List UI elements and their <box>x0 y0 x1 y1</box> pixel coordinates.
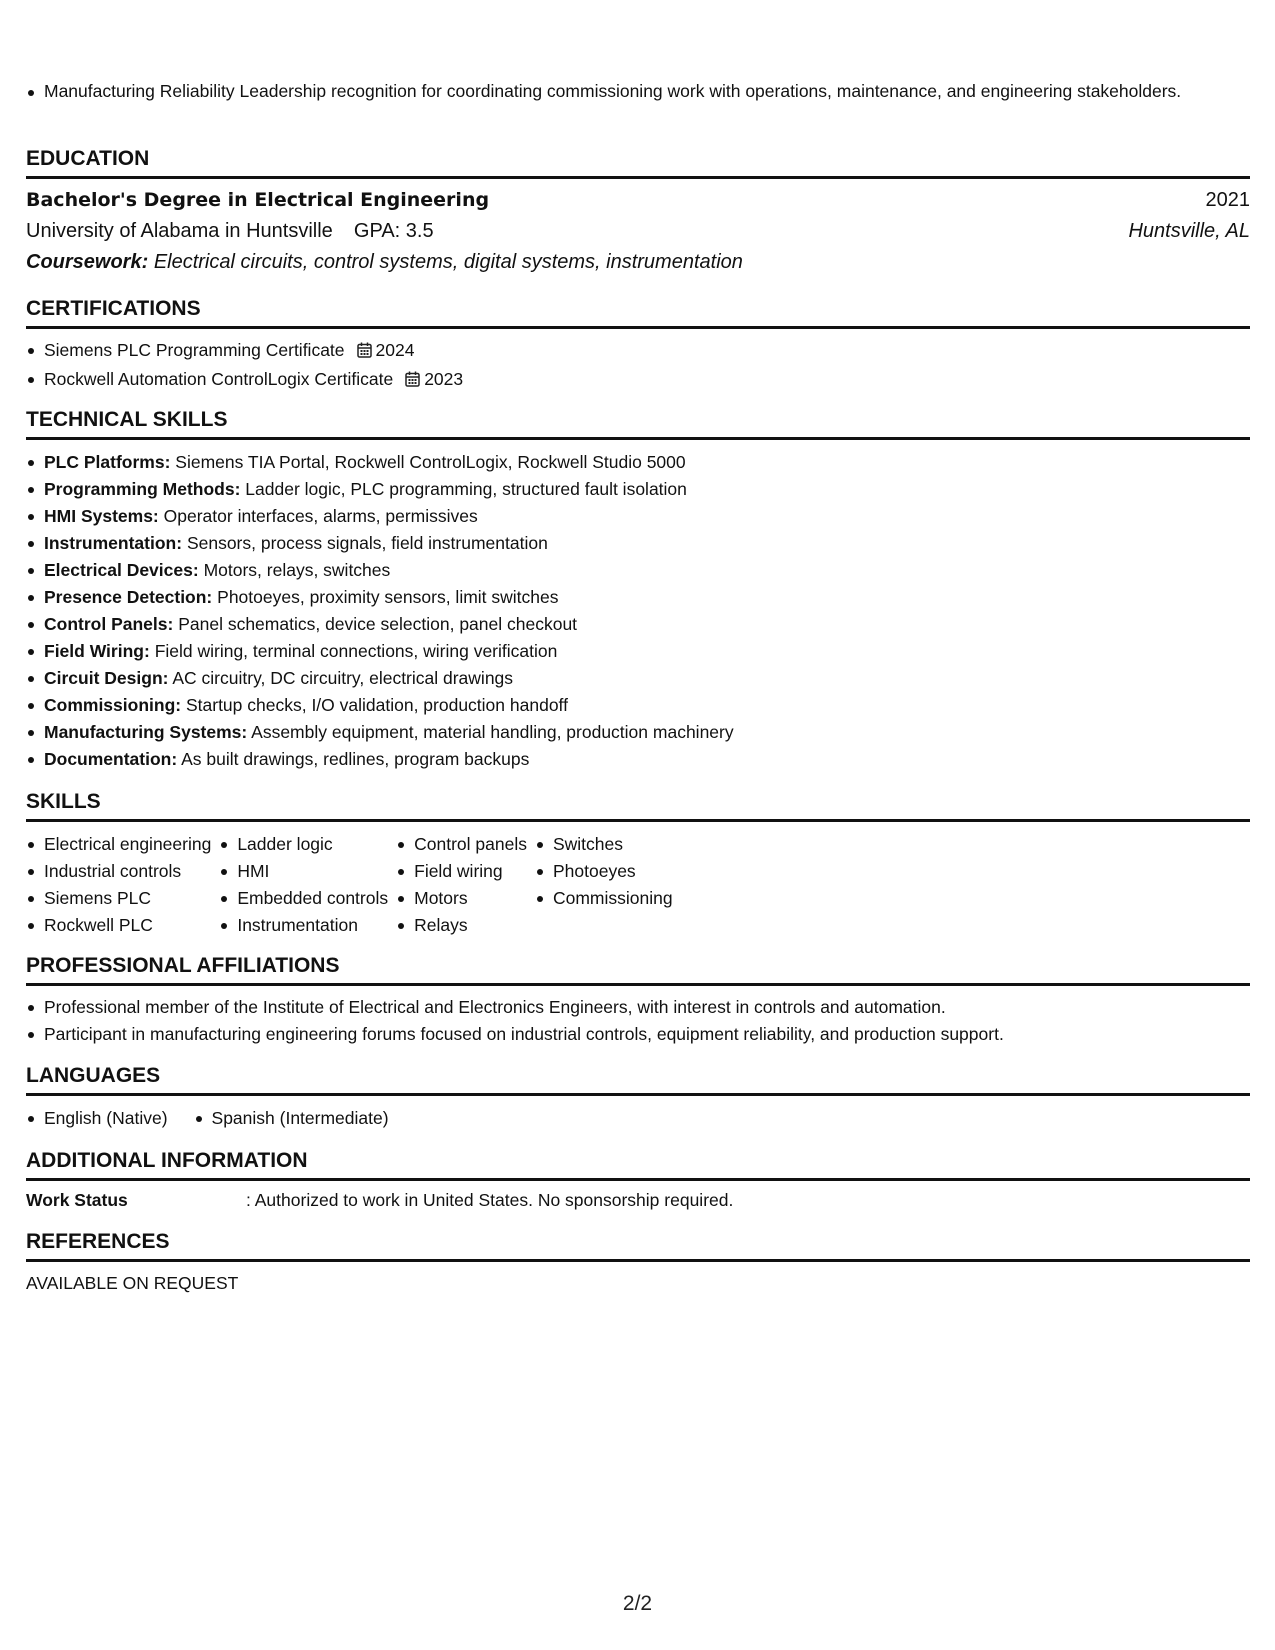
skill-category: HMI Systems: <box>44 506 159 526</box>
certificate-name: Rockwell Automation ControlLogix Certificate <box>44 369 394 389</box>
languages-list <box>26 1105 415 1132</box>
degree-name: Bachelor's Degree in Electrical Engineering <box>26 189 490 211</box>
skill-category: PLC Platforms: <box>44 452 171 472</box>
list-item <box>26 503 734 530</box>
gpa: GPA: 3.5 <box>353 220 434 242</box>
skill-category: Documentation: <box>44 749 178 769</box>
skill-detail: Siemens TIA Portal, Rockwell ControlLogix, Rockwell Studio 5000 <box>175 452 686 472</box>
list-item: Photoeyes <box>535 858 673 885</box>
skill-detail: Sensors, process signals, field instrumentation <box>186 533 548 553</box>
work-status-label: Work Status <box>26 1190 128 1210</box>
certificate-year: 2023 <box>424 369 464 389</box>
list-item: Motors <box>396 885 527 912</box>
skills-column <box>26 831 211 939</box>
list-item: Siemens PLC <box>26 885 211 912</box>
skill-detail: Operator interfaces, alarms, permissives <box>163 506 478 526</box>
calendar-icon <box>357 339 372 366</box>
section-title-education: EDUCATION <box>26 146 1250 179</box>
skills-grid <box>26 831 681 939</box>
school-location: Huntsville, AL <box>1128 220 1250 242</box>
skill-detail: Ladder logic, PLC programming, structured fault isolation <box>245 479 687 499</box>
skills-column <box>219 831 388 939</box>
skill-detail: Field wiring, terminal connections, wiring verification <box>154 641 558 661</box>
graduation-year: 2021 <box>1205 189 1250 211</box>
list-item <box>26 530 734 557</box>
list-item: Professional member of the Institute of Electrical and Electronics Engineers, with interest in controls and automation. <box>26 994 1004 1021</box>
list-item: Commissioning <box>535 885 673 912</box>
section-title-additional-information: ADDITIONAL INFORMATION <box>26 1148 1250 1181</box>
skill-category: Control Panels: <box>44 614 174 634</box>
skill-category: Manufacturing Systems: <box>44 722 248 742</box>
list-item: Control panels <box>396 831 527 858</box>
section-title-certifications: CERTIFICATIONS <box>26 296 1250 329</box>
skill-category: Circuit Design: <box>44 668 169 688</box>
list-item <box>26 557 734 584</box>
section-title-skills: SKILLS <box>26 789 1250 822</box>
list-item <box>26 611 734 638</box>
skill-detail: Assembly equipment, material handling, production machinery <box>251 722 734 742</box>
awards-continued-list <box>26 79 1206 104</box>
list-item: Switches <box>535 831 673 858</box>
skill-detail: AC circuitry, DC circuitry, electrical drawings <box>172 668 514 688</box>
skill-category: Electrical Devices: <box>44 560 199 580</box>
list-item <box>26 638 734 665</box>
skill-detail: Motors, relays, switches <box>203 560 391 580</box>
skill-detail: Photoeyes, proximity sensors, limit switches <box>217 587 559 607</box>
coursework-text: Electrical circuits, control systems, digital systems, instrumentation <box>153 251 743 273</box>
list-item: Ladder logic <box>219 831 388 858</box>
school-name: University of Alabama in Huntsville <box>26 220 333 242</box>
technical-skills-list <box>26 449 734 773</box>
certificate-year: 2024 <box>375 340 415 360</box>
skill-detail: Panel schematics, device selection, panel checkout <box>178 614 578 634</box>
list-item: Embedded controls <box>219 885 388 912</box>
list-item: Electrical engineering <box>26 831 211 858</box>
skill-category: Programming Methods: <box>44 479 241 499</box>
list-item: Participant in manufacturing engineering forums focused on industrial controls, equipment reliability, and production support. <box>26 1021 1004 1048</box>
skill-category: Commissioning: <box>44 695 182 715</box>
skill-category: Presence Detection: <box>44 587 213 607</box>
education-coursework-row <box>26 249 1250 275</box>
skill-category: Instrumentation: <box>44 533 183 553</box>
list-item <box>26 692 734 719</box>
education-school-row <box>26 218 1250 244</box>
certifications-list <box>26 337 463 395</box>
certificate-name: Siemens PLC Programming Certificate <box>44 340 345 360</box>
list-item: HMI <box>219 858 388 885</box>
list-item: Spanish (Intermediate) <box>194 1105 389 1132</box>
skill-detail: Startup checks, I/O validation, production handoff <box>185 695 568 715</box>
list-item: Instrumentation <box>219 912 388 939</box>
list-item: Field wiring <box>396 858 527 885</box>
list-item: Rockwell PLC <box>26 912 211 939</box>
list-item <box>26 449 734 476</box>
references-text: AVAILABLE ON REQUEST <box>26 1273 239 1293</box>
list-item: Manufacturing Reliability Leadership recognition for coordinating commissioning work with operations, maintenance, and engineering stakeholders. <box>26 79 1206 104</box>
skills-column <box>535 831 673 939</box>
work-status-value: : Authorized to work in United States. No sponsorship required. <box>246 1190 734 1210</box>
list-item <box>26 366 463 395</box>
list-item <box>26 746 734 773</box>
education-degree-row <box>26 187 1250 213</box>
list-item: Relays <box>396 912 527 939</box>
section-title-affiliations: PROFESSIONAL AFFILIATIONS <box>26 953 1250 986</box>
skills-column <box>396 831 527 939</box>
section-title-technical-skills: TECHNICAL SKILLS <box>26 407 1250 440</box>
affiliations-list <box>26 994 1004 1048</box>
section-title-references: REFERENCES <box>26 1229 1250 1262</box>
list-item: English (Native) <box>26 1105 168 1132</box>
coursework-label: Coursework: <box>26 251 149 273</box>
list-item: Industrial controls <box>26 858 211 885</box>
skill-category: Field Wiring: <box>44 641 150 661</box>
page-number: 2/2 <box>622 1592 653 1615</box>
work-status-row <box>26 1188 1250 1213</box>
section-title-languages: LANGUAGES <box>26 1063 1250 1096</box>
list-item <box>26 665 734 692</box>
calendar-icon <box>405 368 420 395</box>
list-item <box>26 584 734 611</box>
list-item <box>26 476 734 503</box>
list-item <box>26 719 734 746</box>
skill-detail: As built drawings, redlines, program backups <box>181 749 530 769</box>
list-item <box>26 337 463 366</box>
